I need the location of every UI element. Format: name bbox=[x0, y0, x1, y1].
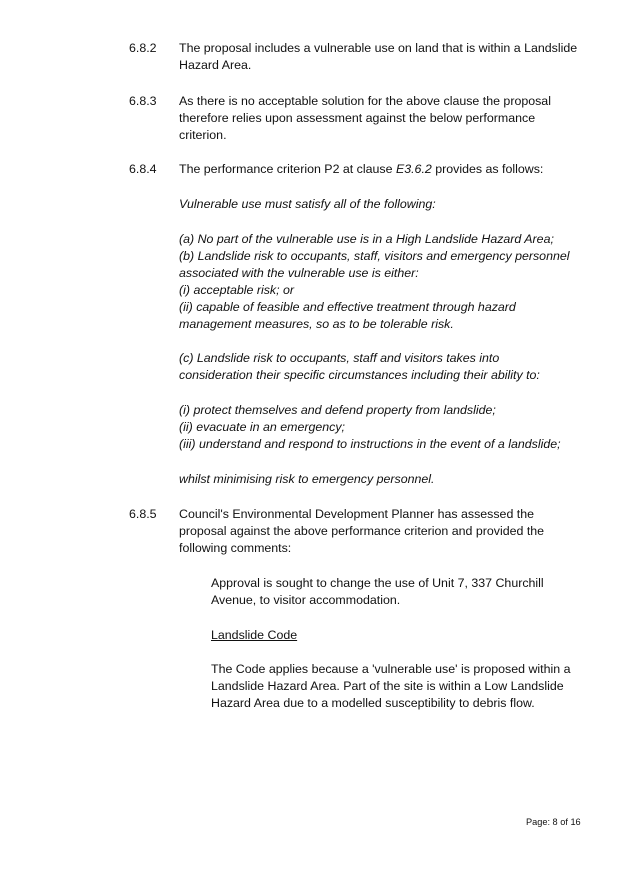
clause-number: 6.8.3 bbox=[129, 94, 157, 108]
clause-text bbox=[179, 161, 579, 178]
page-number-footer: Page: 8 of 16 bbox=[526, 817, 581, 827]
text-line: management measures, so as to be tolerable risk. bbox=[179, 317, 454, 331]
text-line: (i) protect themselves and defend property from landslide; bbox=[179, 403, 496, 417]
approval-paragraph bbox=[211, 575, 544, 609]
clause-number: 6.8.5 bbox=[129, 507, 157, 521]
clause-text bbox=[179, 93, 579, 144]
text-line: proposal against the above performance criterion and provided the bbox=[179, 524, 545, 538]
text-line: Vulnerable use must satisfy all of the following: bbox=[179, 197, 436, 211]
text-line: associated with the vulnerable use is either: bbox=[179, 266, 419, 280]
landslide-code-heading bbox=[211, 627, 297, 644]
text-line bbox=[179, 161, 579, 178]
text-line: (iii) understand and respond to instructions in the event of a landslide; bbox=[179, 437, 561, 451]
text-after-ref: provides as follows: bbox=[431, 162, 544, 176]
text-line: (ii) capable of feasible and effective treatment through hazard bbox=[179, 300, 516, 314]
code-paragraph bbox=[211, 661, 570, 712]
quote-para-a-b bbox=[179, 231, 570, 333]
text-line: Avenue, to visitor accommodation. bbox=[211, 593, 401, 607]
clause-text bbox=[179, 40, 579, 74]
text-line: whilst minimising risk to emergency personnel. bbox=[179, 472, 435, 486]
text-line: Hazard Area due to a modelled susceptibility to debris flow. bbox=[211, 696, 535, 710]
text-line: (i) acceptable risk; or bbox=[179, 283, 294, 297]
text-before-ref: The performance criterion P2 at clause bbox=[179, 162, 396, 176]
quote-para-c bbox=[179, 350, 540, 384]
text-line: Approval is sought to change the use of Unit 7, 337 Churchill bbox=[211, 576, 544, 590]
clause-number: 6.8.2 bbox=[129, 41, 157, 55]
text-line: Council's Environmental Development Planner has assessed the bbox=[179, 507, 535, 521]
clause-text bbox=[179, 506, 579, 557]
clause-reference: E3.6.2 bbox=[395, 162, 432, 176]
text-line: criterion. bbox=[179, 128, 227, 142]
quote-sub-items bbox=[179, 402, 561, 453]
text-line: therefore relies upon assessment against the below performance bbox=[179, 111, 536, 125]
text-line: Landslide Hazard Area. Part of the site is within a Low Landslide bbox=[211, 679, 564, 693]
text-line: (b) Landslide risk to occupants, staff, visitors and emergency personnel bbox=[179, 249, 570, 263]
text-line: (ii) evacuate in an emergency; bbox=[179, 420, 345, 434]
text-line: following comments: bbox=[179, 541, 292, 555]
text-line: Hazard Area. bbox=[179, 58, 252, 72]
text-line: The proposal includes a vulnerable use on land that is within a Landslide bbox=[179, 41, 578, 55]
clause-number: 6.8.4 bbox=[129, 162, 157, 176]
section-heading: Landslide Code bbox=[211, 628, 298, 642]
text-line: (a) No part of the vulnerable use is in a High Landslide Hazard Area; bbox=[179, 232, 554, 246]
text-line: consideration their specific circumstances including their ability to: bbox=[179, 368, 540, 382]
text-line: As there is no acceptable solution for the above clause the proposal bbox=[179, 94, 551, 108]
quote-intro bbox=[179, 196, 436, 213]
text-line: The Code applies because a 'vulnerable use' is proposed within a bbox=[211, 662, 571, 676]
text-line: (c) Landslide risk to occupants, staff and visitors takes into bbox=[179, 351, 500, 365]
quote-closing bbox=[179, 471, 434, 488]
